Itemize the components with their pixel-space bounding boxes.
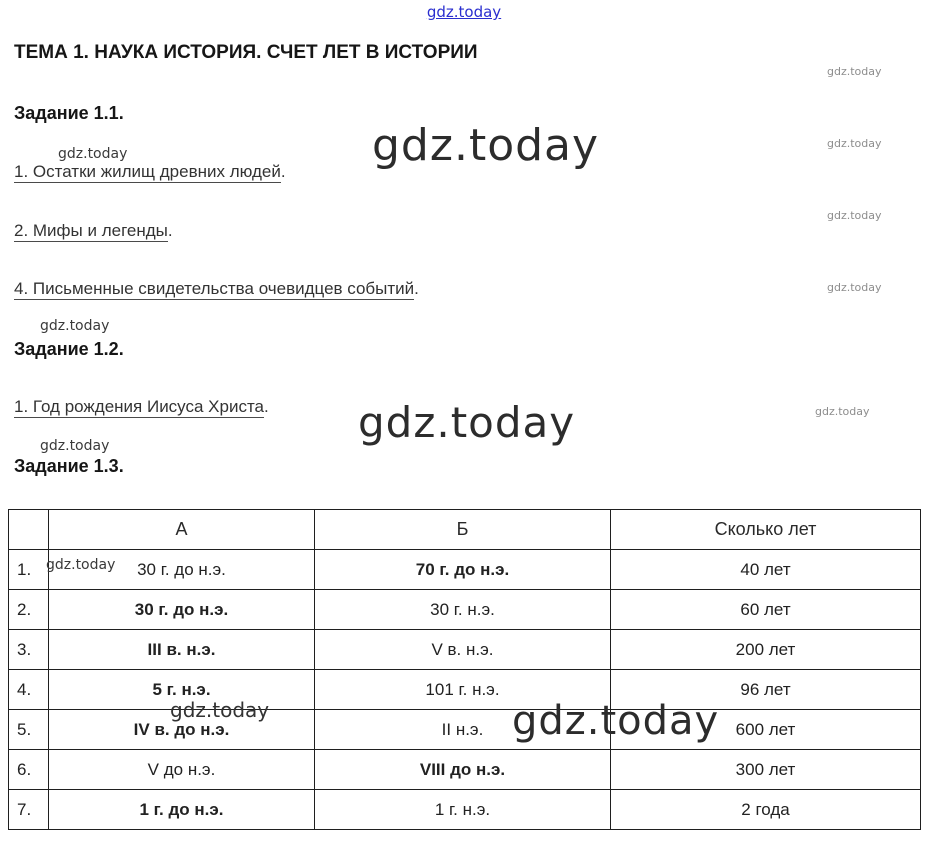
cell-years: 60 лет [611,590,921,630]
cell-num: 7. [9,790,49,830]
answer-text: 2. Мифы и легенды [14,221,168,240]
answer-line [14,162,286,182]
cell-num: 5. [9,710,49,750]
answer-period: . [280,162,286,181]
header-b: Б [315,510,611,550]
cell-a: V до н.э. [49,750,315,790]
cell-a: 1 г. до н.э. [49,790,315,830]
cell-a: IV в. до н.э. [49,710,315,750]
watermark-right-2: gdz.today [827,137,882,150]
cell-a: III в. н.э. [49,630,315,670]
cell-num: 4. [9,670,49,710]
watermark-left-2: gdz.today [40,318,110,334]
table-row [9,670,921,710]
cell-years: 600 лет [611,710,921,750]
table-row [9,790,921,830]
table-row [9,710,921,750]
cell-a: 5 г. н.э. [49,670,315,710]
watermark-big-2: gdz.today [358,398,576,447]
cell-num: 6. [9,750,49,790]
answer-line [14,221,173,241]
page-title: ТЕМА 1. НАУКА ИСТОРИЯ. СЧЕТ ЛЕТ В ИСТОРИИ [14,42,478,63]
table-row [9,590,921,630]
cell-years: 300 лет [611,750,921,790]
cell-b: V в. н.э. [315,630,611,670]
watermark-right-3: gdz.today [827,209,882,222]
watermark-big-1: gdz.today [372,120,600,171]
watermark-table-med: gdz.today [170,698,270,722]
cell-a: 30 г. до н.э. [49,590,315,630]
answer-period: . [167,221,173,240]
table-row [9,550,921,590]
header-a: А [49,510,315,550]
header-num [9,510,49,550]
answer-period: . [414,279,419,298]
cell-num: 2. [9,590,49,630]
answer-line [14,397,269,417]
watermark-left-1: gdz.today [58,146,128,162]
watermark-right-1: gdz.today [827,65,882,78]
watermark-table-row1: gdz.today [46,557,116,573]
watermark-left-3: gdz.today [40,438,110,454]
answer-line [14,279,419,299]
table-header-row [9,510,921,550]
cell-b: 101 г. н.э. [315,670,611,710]
cell-b: VIII до н.э. [315,750,611,790]
answers-table [8,509,921,830]
watermark-right-5: gdz.today [815,405,870,418]
cell-years: 96 лет [611,670,921,710]
cell-b: 30 г. н.э. [315,590,611,630]
watermark-big-3: gdz.today [512,698,720,744]
answer-text: 1. Год рождения Иисуса Христа [14,397,265,416]
task-1-1-label: Задание 1.1. [14,103,124,123]
task-1-2-label: Задание 1.2. [14,339,124,359]
cell-years: 40 лет [611,550,921,590]
answer-text: 1. Остатки жилищ древних людей [14,162,281,181]
cell-b: II н.э. [315,710,611,750]
cell-b: 70 г. до н.э. [315,550,611,590]
cell-b: 1 г. н.э. [315,790,611,830]
task-1-3-label: Задание 1.3. [14,456,124,476]
table-row [9,630,921,670]
answer-period: . [264,397,269,416]
cell-num: 3. [9,630,49,670]
header-years: Сколько лет [611,510,921,550]
watermark-right-4: gdz.today [827,281,882,294]
cell-a: 30 г. до н.э. [49,550,315,590]
site-watermark-top[interactable]: gdz.today [426,3,502,21]
cell-num: 1. [9,550,49,590]
table-row [9,750,921,790]
cell-years: 200 лет [611,630,921,670]
answer-text: 4. Письменные свидетельства очевидцев событий [14,279,415,298]
cell-years: 2 года [611,790,921,830]
